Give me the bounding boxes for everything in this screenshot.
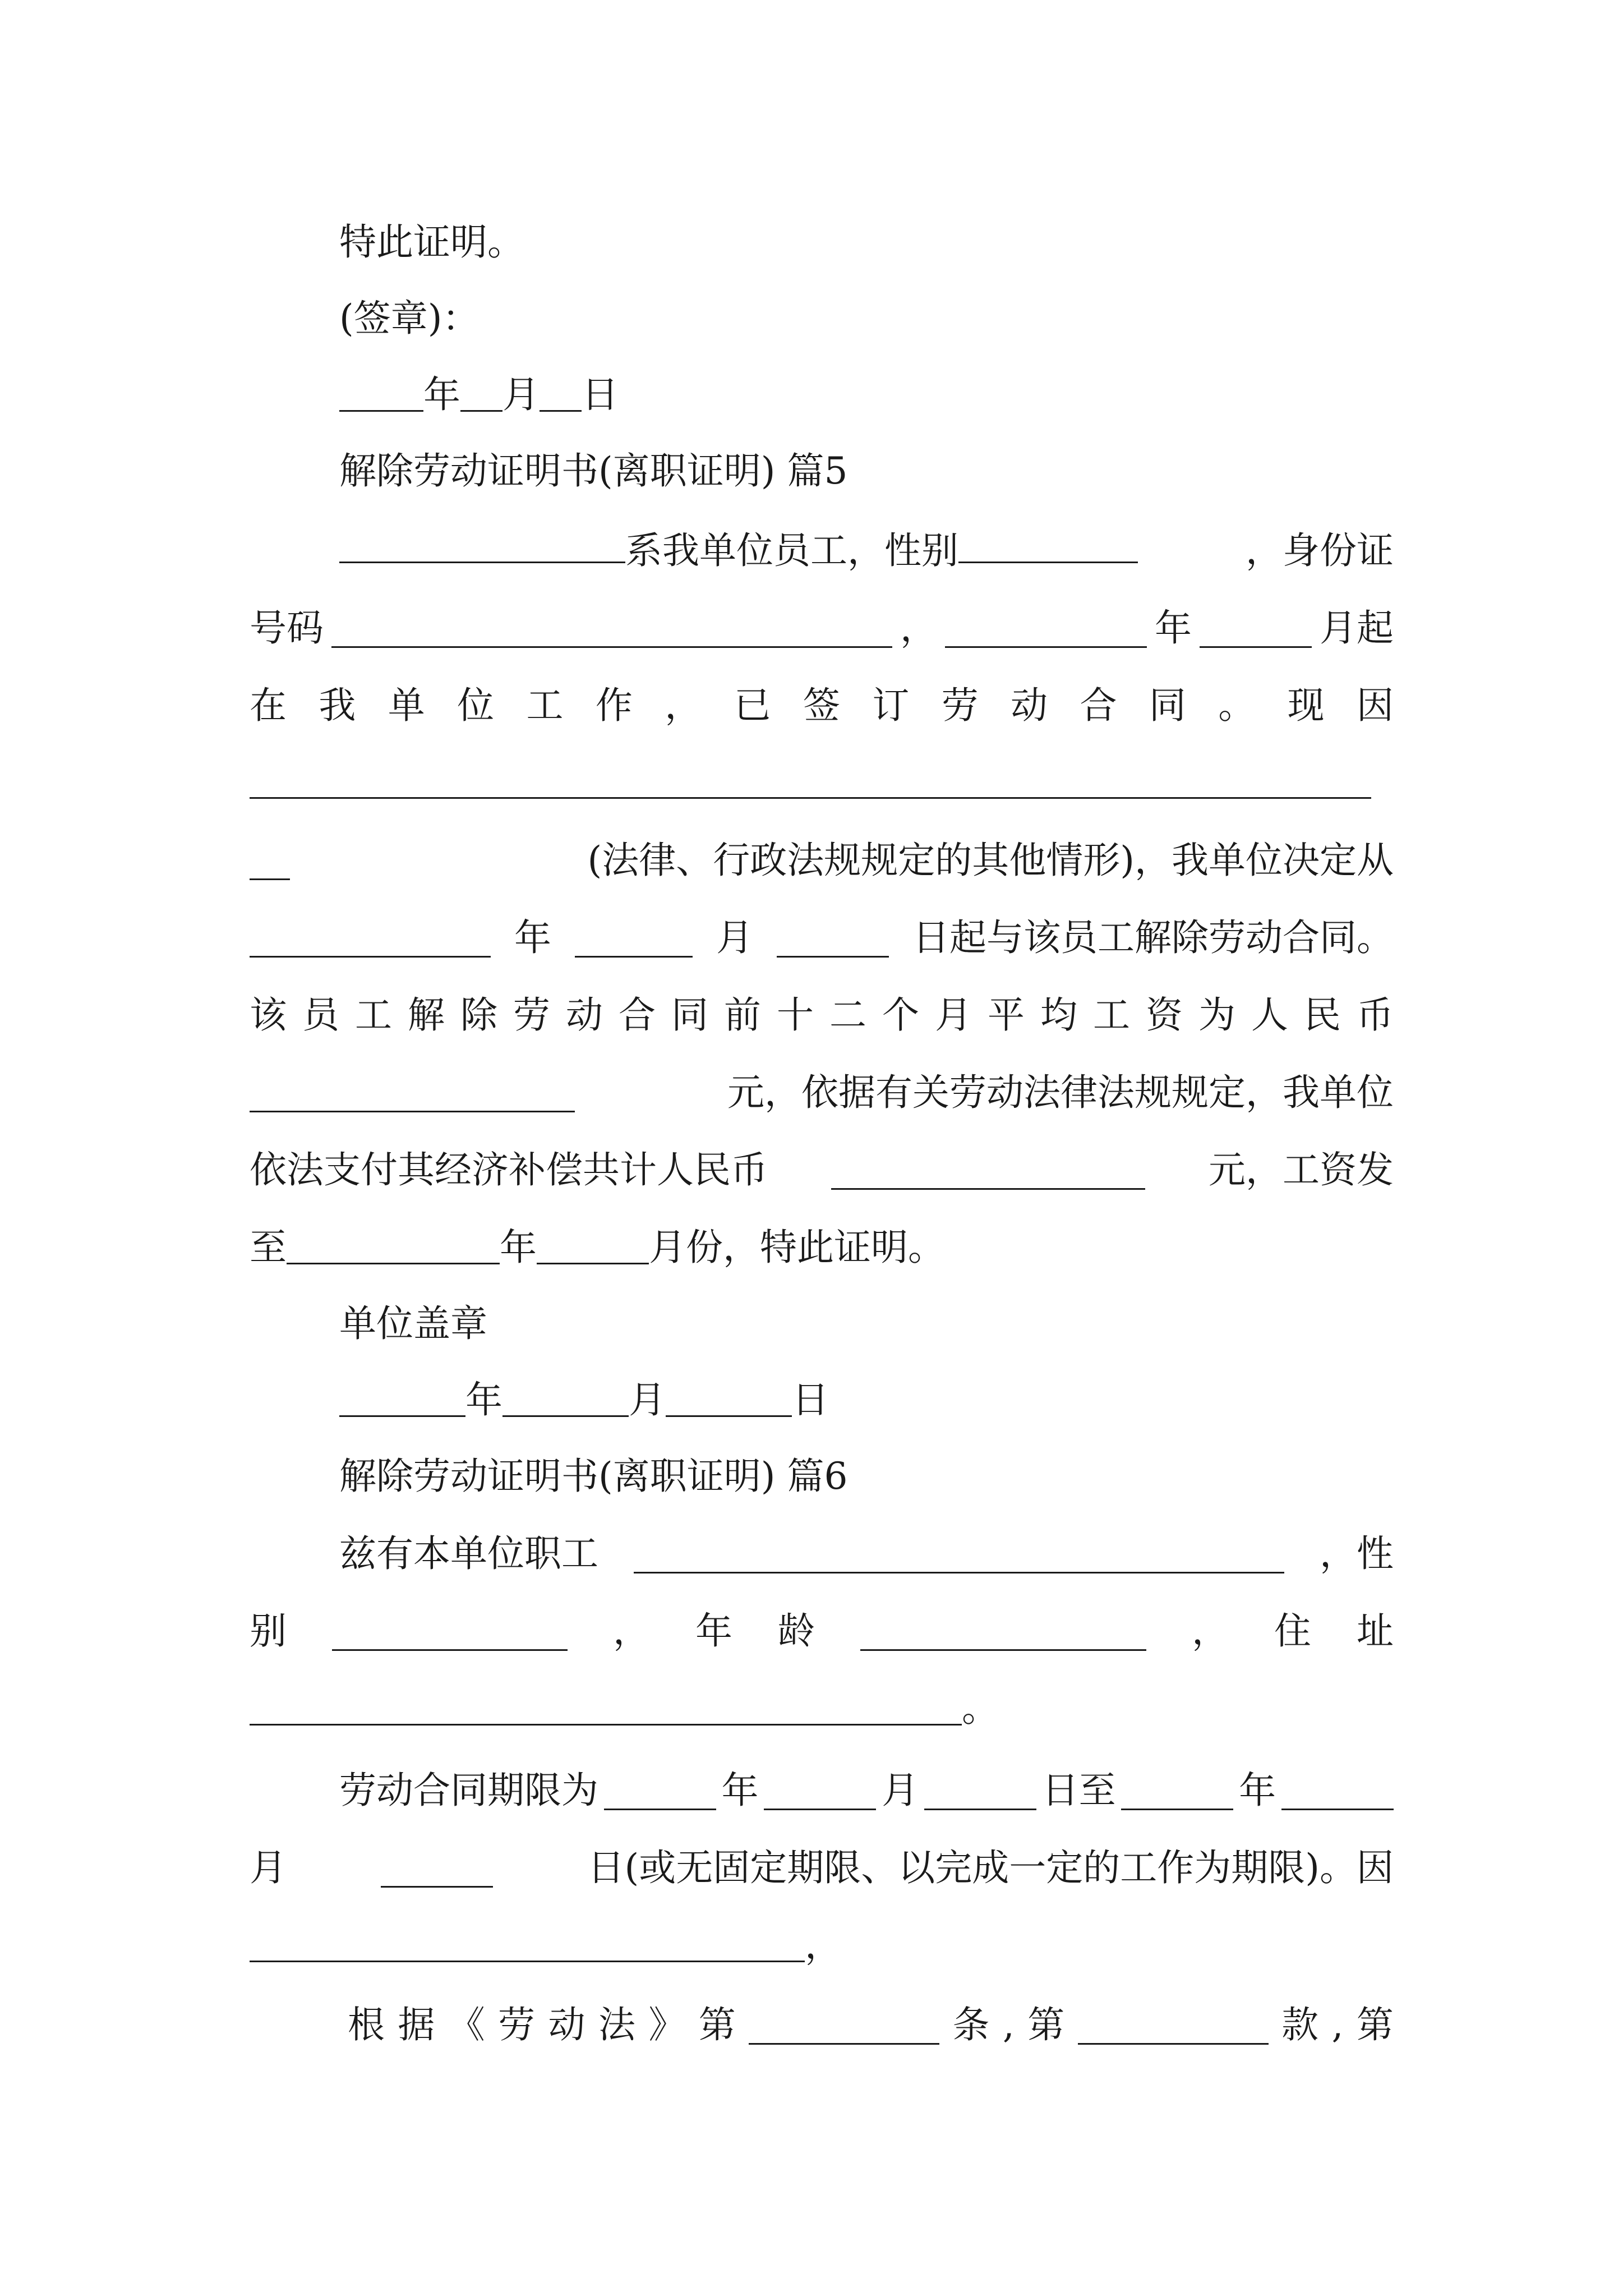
blank-from-day xyxy=(924,1774,1036,1810)
text: 人 xyxy=(1251,993,1288,1037)
text: 依法支付其经济补偿共计人民币 xyxy=(250,1148,768,1191)
text: 同 xyxy=(1149,684,1186,727)
para5-line9 xyxy=(250,1220,1394,1276)
text: 作 xyxy=(595,684,633,727)
text: 年 xyxy=(423,373,460,416)
para5-line3 xyxy=(250,678,1394,734)
blank-year xyxy=(339,1381,465,1417)
text: 年 xyxy=(1239,1769,1276,1812)
date-line-2 xyxy=(339,1372,1394,1428)
text: 龄 xyxy=(778,1609,815,1653)
blank-avg-salary xyxy=(250,1076,575,1112)
text: ， xyxy=(900,606,937,650)
para5-line5 xyxy=(250,910,1394,966)
text: 年 xyxy=(695,1609,732,1653)
blank-id-number xyxy=(331,611,892,648)
text: 员 xyxy=(302,993,339,1037)
para5-line1 xyxy=(339,523,1394,579)
text: 元，依据有关劳动法律法规规定，我单位 xyxy=(727,1071,1394,1114)
text: 十 xyxy=(777,993,814,1037)
text: 特此证明。 xyxy=(339,220,524,264)
text: 。 xyxy=(1218,684,1256,727)
blank-gender xyxy=(332,1614,568,1651)
text: 月 xyxy=(629,1378,666,1421)
text: 签 xyxy=(803,684,840,727)
para6-line3 xyxy=(250,1681,1394,1737)
blank-day xyxy=(540,375,582,412)
text: 款 xyxy=(1281,2003,1319,2046)
text: 为 xyxy=(1198,993,1235,1037)
text: 现 xyxy=(1287,684,1325,727)
text: 解 xyxy=(408,993,445,1037)
blank-paid-month xyxy=(537,1228,649,1264)
blank-month xyxy=(502,1381,629,1417)
text: 前 xyxy=(724,993,761,1037)
para5-line8 xyxy=(250,1142,1394,1198)
text: 年 xyxy=(721,1769,759,1812)
text: 已 xyxy=(734,684,771,727)
text: 月 xyxy=(935,993,972,1037)
text: 》 xyxy=(648,2003,686,2046)
text: 址 xyxy=(1357,1609,1394,1653)
text: 位 xyxy=(457,684,495,727)
text: 年 xyxy=(1155,606,1192,650)
blank-end-year xyxy=(250,921,491,958)
text: 年 xyxy=(514,916,551,959)
text: 单 xyxy=(388,684,425,727)
text: ，性 xyxy=(1320,1532,1394,1575)
text: 合 xyxy=(1080,684,1117,727)
text: 住 xyxy=(1274,1609,1311,1653)
para6-line1 xyxy=(339,1526,1394,1582)
blank-from-year xyxy=(604,1774,716,1810)
para6-line6 xyxy=(250,1917,1394,1973)
text: 第 xyxy=(1356,2003,1394,2046)
blank-day xyxy=(666,1381,792,1417)
blank-reason xyxy=(250,1926,805,1962)
text: (签章)： xyxy=(339,297,479,340)
para6-line2 xyxy=(250,1603,1394,1659)
text: 因 xyxy=(1357,684,1394,727)
date-line-1 xyxy=(339,367,1394,423)
text: ， xyxy=(665,684,702,727)
para6-line5 xyxy=(250,1840,1394,1896)
text: 解除劳动证明书(离职证明) 篇5 xyxy=(339,449,848,493)
text: ， xyxy=(805,1924,842,1967)
text: 日 xyxy=(582,373,619,416)
text: 年 xyxy=(500,1226,537,1269)
text: 我 xyxy=(319,684,356,727)
text: 劳动合同期限为 xyxy=(339,1769,598,1812)
text: ， xyxy=(1192,1609,1229,1653)
section-heading-6 xyxy=(339,1448,1394,1504)
text: 根 xyxy=(348,2003,385,2046)
closing-certify-text xyxy=(339,214,1394,270)
para6-line7 xyxy=(348,1997,1394,2053)
para6-line4 xyxy=(339,1763,1394,1819)
text: 工 xyxy=(526,684,564,727)
text: 工 xyxy=(355,993,392,1037)
text: 据 xyxy=(398,2003,435,2046)
blank-gender xyxy=(958,527,1138,563)
blank-clause xyxy=(1078,2008,1269,2045)
blank-start-month xyxy=(1200,611,1312,648)
text: 单位盖章 xyxy=(339,1302,487,1345)
para5-line2 xyxy=(250,600,1394,656)
text: 订 xyxy=(872,684,910,727)
text: 月 xyxy=(502,373,540,416)
blank-address xyxy=(250,1689,962,1726)
blank-month xyxy=(460,375,502,412)
text: 解除劳动证明书(离职证明) 篇6 xyxy=(339,1455,848,1498)
text: 该 xyxy=(250,993,287,1037)
para5-line6 xyxy=(250,987,1394,1043)
text: 元，工资发 xyxy=(1209,1148,1394,1191)
text: 动 xyxy=(548,2003,585,2046)
text: 日至 xyxy=(1041,1769,1116,1812)
text: 合 xyxy=(619,993,656,1037)
text: 月 xyxy=(716,916,753,959)
text: 劳 xyxy=(498,2003,536,2046)
text: 币 xyxy=(1357,993,1394,1037)
text: 个 xyxy=(882,993,919,1037)
text: 二 xyxy=(829,993,866,1037)
blank-employee-name xyxy=(339,527,625,563)
text: 月 xyxy=(250,1846,287,1889)
text: 劳 xyxy=(513,993,550,1037)
text: 系我单位员工，性别 xyxy=(625,529,958,572)
text: 年 xyxy=(465,1378,502,1421)
text: 劳 xyxy=(941,684,979,727)
para5-line4 xyxy=(250,832,1394,889)
text: 号码 xyxy=(250,606,324,650)
text: 日(或无固定期限、以完成一定的工作为期限)。因 xyxy=(587,1846,1394,1889)
section-heading-5 xyxy=(339,443,1394,499)
unit-seal-label xyxy=(339,1296,1394,1352)
text: 至 xyxy=(250,1226,287,1269)
blank-to-month-start xyxy=(1281,1774,1394,1810)
blank-to-year xyxy=(1121,1774,1233,1810)
text: 动 xyxy=(1011,684,1048,727)
text: 工 xyxy=(1093,993,1130,1037)
blank-from-month xyxy=(764,1774,876,1810)
blank-to-day xyxy=(381,1851,493,1888)
blank-age xyxy=(860,1614,1146,1651)
text: 在 xyxy=(250,684,287,727)
text: 同 xyxy=(671,993,708,1037)
text: 月起 xyxy=(1320,606,1394,650)
text: 。 xyxy=(962,1687,999,1730)
para5-line7 xyxy=(250,1065,1394,1121)
blank-reason-end xyxy=(250,844,290,880)
text: , xyxy=(1331,2003,1344,2046)
blank-compensation xyxy=(831,1153,1145,1190)
text: 民 xyxy=(1304,993,1341,1037)
text: 第 xyxy=(1027,2003,1065,2046)
seal-label xyxy=(339,291,1394,347)
text: 日起与该员工解除劳动合同。 xyxy=(912,916,1394,959)
text: (法律、行政法规规定的其他情形)，我单位决定从 xyxy=(587,839,1394,882)
text: 第 xyxy=(698,2003,736,2046)
blank-employee-name xyxy=(634,1537,1284,1573)
text: 法 xyxy=(598,2003,635,2046)
text: 条 xyxy=(952,2003,990,2046)
blank-reason-rule xyxy=(250,797,1371,799)
text: 日 xyxy=(792,1378,829,1421)
text: 均 xyxy=(1040,993,1077,1037)
text: , xyxy=(1002,2003,1015,2046)
text: 兹有本单位职工 xyxy=(339,1532,598,1575)
blank-start-year xyxy=(945,611,1147,648)
blank-paid-year xyxy=(287,1228,500,1264)
text: 月 xyxy=(882,1769,919,1812)
text: 《 xyxy=(448,2003,485,2046)
text: 平 xyxy=(988,993,1025,1037)
text: 资 xyxy=(1146,993,1183,1037)
text: ， xyxy=(613,1609,650,1653)
text: 除 xyxy=(460,993,497,1037)
text: 动 xyxy=(566,993,603,1037)
blank-end-month xyxy=(575,921,693,958)
text: 月份，特此证明。 xyxy=(649,1226,945,1269)
blank-article xyxy=(749,2008,939,2045)
text: ，身份证 xyxy=(1246,529,1394,572)
blank-end-day xyxy=(777,921,889,958)
blank-year xyxy=(339,375,423,412)
text: 别 xyxy=(250,1609,287,1653)
